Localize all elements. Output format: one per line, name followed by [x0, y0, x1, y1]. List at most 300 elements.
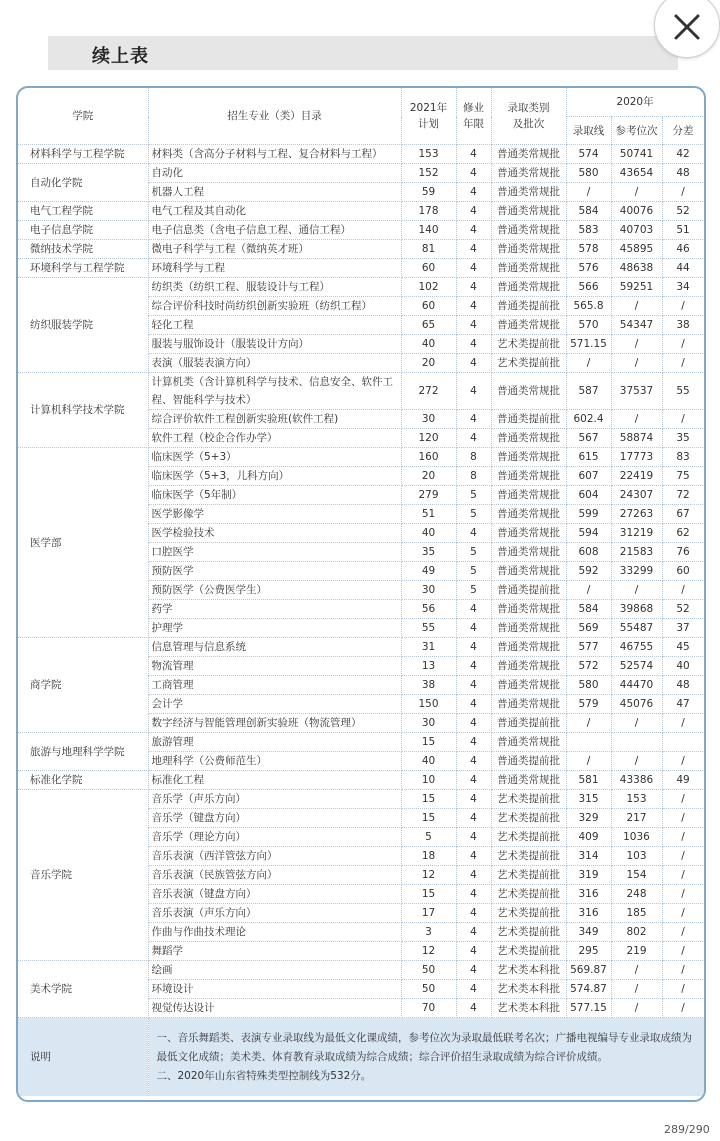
rank-cell: /	[611, 999, 662, 1018]
years-cell: 4	[456, 316, 491, 335]
rank-cell: 31219	[611, 524, 662, 543]
score-cell: 594	[566, 524, 611, 543]
notes-section	[18, 1018, 704, 1097]
rank-cell: 217	[611, 809, 662, 828]
major-cell: 绘画	[148, 961, 401, 980]
score-cell: 571.15	[566, 335, 611, 354]
college-cell: 电子信息学院	[18, 221, 148, 240]
college-cell: 音乐学院	[18, 790, 148, 961]
category-cell: 普通类常规批	[491, 429, 566, 448]
plan-cell: 12	[401, 866, 456, 885]
plan-cell: 150	[401, 695, 456, 714]
plan-cell: 35	[401, 543, 456, 562]
diff-cell: /	[662, 828, 704, 847]
rank-cell: /	[611, 297, 662, 316]
plan-cell: 18	[401, 847, 456, 866]
major-cell: 表演（服装表演方向）	[148, 354, 401, 373]
plan-cell: 70	[401, 999, 456, 1018]
rank-cell: 153	[611, 790, 662, 809]
rank-cell: 43654	[611, 164, 662, 183]
table-header-row	[18, 88, 704, 117]
page-number: 289/290	[664, 1123, 710, 1136]
diff-cell: 60	[662, 562, 704, 581]
diff-cell: 75	[662, 467, 704, 486]
major-cell: 环境科学与工程	[148, 259, 401, 278]
diff-cell: 37	[662, 619, 704, 638]
category-cell: 普通类常规批	[491, 562, 566, 581]
rank-cell: 22419	[611, 467, 662, 486]
notes-label: 说明	[18, 1018, 148, 1097]
rank-cell: 45076	[611, 695, 662, 714]
years-cell: 4	[456, 771, 491, 790]
plan-cell: 153	[401, 145, 456, 164]
notes-line-2: 二、2020年山东省特殊类型控制线为532分。	[156, 1069, 372, 1082]
rank-cell: 59251	[611, 278, 662, 297]
major-cell: 旅游管理	[148, 733, 401, 752]
years-cell: 5	[456, 581, 491, 600]
plan-cell: 30	[401, 581, 456, 600]
rank-cell: 248	[611, 885, 662, 904]
table-row	[18, 961, 704, 980]
major-cell: 医学影像学	[148, 505, 401, 524]
years-cell: 4	[456, 600, 491, 619]
plan-cell: 81	[401, 240, 456, 259]
years-cell: 8	[456, 448, 491, 467]
rank-cell: 54347	[611, 316, 662, 335]
header-years-line1: 修业	[463, 102, 484, 114]
major-cell: 临床医学（5年制）	[148, 486, 401, 505]
rank-cell: 44470	[611, 676, 662, 695]
rank-cell: 40076	[611, 202, 662, 221]
years-cell: 5	[456, 543, 491, 562]
plan-cell: 17	[401, 904, 456, 923]
rank-cell: 39868	[611, 600, 662, 619]
score-cell: 578	[566, 240, 611, 259]
header-years	[456, 88, 491, 145]
major-cell: 电子信息类（含电子信息工程、通信工程）	[148, 221, 401, 240]
college-cell: 纺织服装学院	[18, 278, 148, 373]
diff-cell: 62	[662, 524, 704, 543]
major-cell: 标准化工程	[148, 771, 401, 790]
rank-cell: 52574	[611, 657, 662, 676]
college-cell: 环境科学与工程学院	[18, 259, 148, 278]
category-cell: 普通类常规批	[491, 600, 566, 619]
header-diff: 分差	[662, 117, 704, 145]
major-cell: 工商管理	[148, 676, 401, 695]
score-cell: 569.87	[566, 961, 611, 980]
rank-cell: /	[611, 714, 662, 733]
major-cell: 计算机类（含计算机科学与技术、信息安全、软件工程、智能科学与技术）	[148, 373, 401, 410]
major-cell: 轻化工程	[148, 316, 401, 335]
plan-cell: 140	[401, 221, 456, 240]
score-cell: 316	[566, 885, 611, 904]
score-cell: /	[566, 183, 611, 202]
score-cell: 580	[566, 676, 611, 695]
major-cell: 医学检验技术	[148, 524, 401, 543]
score-cell: 566	[566, 278, 611, 297]
category-cell: 普通类提前批	[491, 752, 566, 771]
major-cell: 音乐表演（西洋管弦方向）	[148, 847, 401, 866]
rank-cell: 219	[611, 942, 662, 961]
diff-cell: 52	[662, 202, 704, 221]
years-cell: 5	[456, 562, 491, 581]
years-cell: 4	[456, 221, 491, 240]
years-cell: 4	[456, 733, 491, 752]
score-cell: 577	[566, 638, 611, 657]
score-cell: 565.8	[566, 297, 611, 316]
plan-cell: 3	[401, 923, 456, 942]
category-cell: 艺术类提前批	[491, 790, 566, 809]
category-cell: 艺术类提前批	[491, 885, 566, 904]
score-cell: 319	[566, 866, 611, 885]
score-cell: 615	[566, 448, 611, 467]
years-cell: 4	[456, 183, 491, 202]
rank-cell: /	[611, 335, 662, 354]
major-cell: 服装与服饰设计（服装设计方向）	[148, 335, 401, 354]
rank-cell: /	[611, 581, 662, 600]
table-row	[18, 259, 704, 278]
rank-cell: /	[611, 354, 662, 373]
plan-cell: 59	[401, 183, 456, 202]
diff-cell: 42	[662, 145, 704, 164]
score-cell: /	[566, 714, 611, 733]
category-cell: 艺术类本科批	[491, 961, 566, 980]
rank-cell: 40703	[611, 221, 662, 240]
category-cell: 艺术类提前批	[491, 923, 566, 942]
category-cell: 普通类常规批	[491, 695, 566, 714]
score-cell: 604	[566, 486, 611, 505]
category-cell: 普通类常规批	[491, 183, 566, 202]
header-category	[491, 88, 566, 145]
rank-cell: 46755	[611, 638, 662, 657]
rank-cell: /	[611, 410, 662, 429]
rank-cell: /	[611, 752, 662, 771]
rank-cell: /	[611, 961, 662, 980]
years-cell: 4	[456, 297, 491, 316]
score-cell: 329	[566, 809, 611, 828]
category-cell: 艺术类本科批	[491, 980, 566, 999]
diff-cell: /	[662, 354, 704, 373]
rank-cell: 37537	[611, 373, 662, 410]
table-row	[18, 790, 704, 809]
major-cell: 信息管理与信息系统	[148, 638, 401, 657]
plan-cell: 272	[401, 373, 456, 410]
years-cell: 4	[456, 847, 491, 866]
header-year2020: 2020年	[566, 88, 704, 117]
category-cell: 普通类常规批	[491, 202, 566, 221]
diff-cell: 35	[662, 429, 704, 448]
major-cell: 微电子科学与工程（微纳英才班）	[148, 240, 401, 259]
category-cell: 艺术类提前批	[491, 904, 566, 923]
college-cell: 材料科学与工程学院	[18, 145, 148, 164]
major-cell: 预防医学（公费医学生）	[148, 581, 401, 600]
major-cell: 自动化	[148, 164, 401, 183]
years-cell: 4	[456, 335, 491, 354]
years-cell: 4	[456, 354, 491, 373]
table-row	[18, 145, 704, 164]
category-cell: 普通类常规批	[491, 524, 566, 543]
plan-cell: 51	[401, 505, 456, 524]
category-cell: 艺术类提前批	[491, 847, 566, 866]
rank-cell: 50741	[611, 145, 662, 164]
diff-cell: 34	[662, 278, 704, 297]
plan-cell: 15	[401, 733, 456, 752]
header-category-line2: 及批次	[512, 118, 545, 130]
table-row	[18, 164, 704, 183]
category-cell: 普通类常规批	[491, 505, 566, 524]
college-cell: 计算机科学技术学院	[18, 373, 148, 448]
category-cell: 艺术类提前批	[491, 828, 566, 847]
diff-cell: 51	[662, 221, 704, 240]
major-cell: 视觉传达设计	[148, 999, 401, 1018]
score-cell: 409	[566, 828, 611, 847]
major-cell: 舞蹈学	[148, 942, 401, 961]
years-cell: 4	[456, 429, 491, 448]
category-cell: 普通类常规批	[491, 467, 566, 486]
major-cell: 会计学	[148, 695, 401, 714]
diff-cell: 55	[662, 373, 704, 410]
major-cell: 软件工程（校企合作办学）	[148, 429, 401, 448]
years-cell: 4	[456, 904, 491, 923]
table-body	[18, 145, 704, 1018]
rank-cell: 103	[611, 847, 662, 866]
score-cell: 602.4	[566, 410, 611, 429]
diff-cell: 67	[662, 505, 704, 524]
major-cell: 综合评价科技时尚纺织创新实验班（纺织工程）	[148, 297, 401, 316]
score-cell: 569	[566, 619, 611, 638]
years-cell: 4	[456, 923, 491, 942]
years-cell: 4	[456, 695, 491, 714]
score-cell: 587	[566, 373, 611, 410]
major-cell: 临床医学（5+3）	[148, 448, 401, 467]
score-cell: 574	[566, 145, 611, 164]
category-cell: 艺术类提前批	[491, 354, 566, 373]
years-cell: 4	[456, 202, 491, 221]
plan-cell: 178	[401, 202, 456, 221]
major-cell: 护理学	[148, 619, 401, 638]
score-cell: 576	[566, 259, 611, 278]
header-score: 录取线	[566, 117, 611, 145]
plan-cell: 15	[401, 885, 456, 904]
header-years-line2: 年限	[463, 118, 484, 130]
category-cell: 普通类常规批	[491, 543, 566, 562]
college-cell: 微纳技术学院	[18, 240, 148, 259]
major-cell: 电气工程及其自动化	[148, 202, 401, 221]
years-cell: 4	[456, 524, 491, 543]
diff-cell: /	[662, 961, 704, 980]
table-row	[18, 638, 704, 657]
rank-cell: 27263	[611, 505, 662, 524]
category-cell: 普通类常规批	[491, 448, 566, 467]
major-cell: 音乐表演（民族管弦方向）	[148, 866, 401, 885]
score-cell: 577.15	[566, 999, 611, 1018]
header-rank: 参考位次	[611, 117, 662, 145]
diff-cell	[662, 733, 704, 752]
admission-table	[18, 88, 705, 1096]
plan-cell: 279	[401, 486, 456, 505]
category-cell: 普通类常规批	[491, 316, 566, 335]
rank-cell: 24307	[611, 486, 662, 505]
diff-cell: 76	[662, 543, 704, 562]
years-cell: 4	[456, 657, 491, 676]
plan-cell: 102	[401, 278, 456, 297]
diff-cell: /	[662, 335, 704, 354]
category-cell: 艺术类本科批	[491, 999, 566, 1018]
score-cell: /	[566, 581, 611, 600]
plan-cell: 65	[401, 316, 456, 335]
years-cell: 4	[456, 828, 491, 847]
diff-cell: /	[662, 885, 704, 904]
rank-cell: 43386	[611, 771, 662, 790]
years-cell: 4	[456, 961, 491, 980]
score-cell: /	[566, 752, 611, 771]
major-cell: 音乐表演（键盘方向）	[148, 885, 401, 904]
score-cell	[566, 733, 611, 752]
score-cell: 584	[566, 202, 611, 221]
diff-cell: 52	[662, 600, 704, 619]
plan-cell: 13	[401, 657, 456, 676]
notes-line-1: 一、音乐舞蹈类、表演专业录取线为最低文化课成绩，参考位次为录取最低联考名次；广播电视编导专业录取成绩为最低文化成绩；美术类、体育教育录取成绩为综合成绩；综合评价招生录取成绩为综合评价成绩。	[156, 1031, 692, 1063]
table-row	[18, 448, 704, 467]
table-row	[18, 733, 704, 752]
college-cell: 旅游与地理科学学院	[18, 733, 148, 771]
plan-cell: 55	[401, 619, 456, 638]
category-cell: 艺术类提前批	[491, 809, 566, 828]
category-cell: 普通类常规批	[491, 240, 566, 259]
years-cell: 4	[456, 145, 491, 164]
admission-table-frame	[16, 86, 706, 1102]
category-cell: 普通类提前批	[491, 714, 566, 733]
years-cell: 4	[456, 790, 491, 809]
diff-cell: /	[662, 714, 704, 733]
table-row	[18, 221, 704, 240]
years-cell: 5	[456, 486, 491, 505]
score-cell: 607	[566, 467, 611, 486]
college-cell: 医学部	[18, 448, 148, 638]
diff-cell: 44	[662, 259, 704, 278]
page-title: 续上表	[92, 46, 149, 67]
college-cell: 商学院	[18, 638, 148, 733]
score-cell: 580	[566, 164, 611, 183]
score-cell: 315	[566, 790, 611, 809]
plan-cell: 30	[401, 410, 456, 429]
score-cell: 316	[566, 904, 611, 923]
diff-cell: /	[662, 904, 704, 923]
years-cell: 4	[456, 373, 491, 410]
major-cell: 作曲与作曲技术理论	[148, 923, 401, 942]
plan-cell: 50	[401, 980, 456, 999]
category-cell: 普通类常规批	[491, 771, 566, 790]
notes-text	[148, 1018, 704, 1097]
close-button[interactable]	[654, 0, 720, 58]
years-cell: 4	[456, 259, 491, 278]
diff-cell: /	[662, 581, 704, 600]
rank-cell: 154	[611, 866, 662, 885]
category-cell: 普通类常规批	[491, 486, 566, 505]
score-cell: 349	[566, 923, 611, 942]
diff-cell: /	[662, 866, 704, 885]
rank-cell: 1036	[611, 828, 662, 847]
plan-cell: 40	[401, 335, 456, 354]
category-cell: 普通类常规批	[491, 221, 566, 240]
plan-cell: 31	[401, 638, 456, 657]
major-cell: 物流管理	[148, 657, 401, 676]
plan-cell: 38	[401, 676, 456, 695]
score-cell: 584	[566, 600, 611, 619]
years-cell: 4	[456, 999, 491, 1018]
years-cell: 4	[456, 980, 491, 999]
plan-cell: 50	[401, 961, 456, 980]
score-cell: 572	[566, 657, 611, 676]
college-cell: 美术学院	[18, 961, 148, 1018]
diff-cell: 48	[662, 164, 704, 183]
category-cell: 普通类常规批	[491, 164, 566, 183]
diff-cell: /	[662, 183, 704, 202]
plan-cell: 152	[401, 164, 456, 183]
category-cell: 艺术类提前批	[491, 942, 566, 961]
college-cell: 标准化学院	[18, 771, 148, 790]
plan-cell: 40	[401, 524, 456, 543]
rank-cell: /	[611, 183, 662, 202]
score-cell: 567	[566, 429, 611, 448]
category-cell: 普通类常规批	[491, 676, 566, 695]
diff-cell: /	[662, 980, 704, 999]
rank-cell: 45895	[611, 240, 662, 259]
diff-cell: /	[662, 923, 704, 942]
rank-cell: 17773	[611, 448, 662, 467]
major-cell: 环境设计	[148, 980, 401, 999]
years-cell: 4	[456, 410, 491, 429]
diff-cell: /	[662, 999, 704, 1018]
college-cell: 电气工程学院	[18, 202, 148, 221]
major-cell: 音乐学（理论方向）	[148, 828, 401, 847]
plan-cell: 120	[401, 429, 456, 448]
major-cell: 音乐表演（声乐方向）	[148, 904, 401, 923]
header-plan-line2: 计划	[418, 118, 439, 130]
plan-cell: 40	[401, 752, 456, 771]
major-cell: 音乐学（声乐方向）	[148, 790, 401, 809]
header-plan	[401, 88, 456, 145]
header-category-line1: 录取类别	[507, 102, 550, 114]
rank-cell: 58874	[611, 429, 662, 448]
diff-cell: /	[662, 809, 704, 828]
category-cell: 普通类常规批	[491, 638, 566, 657]
category-cell: 普通类常规批	[491, 145, 566, 164]
rank-cell: 802	[611, 923, 662, 942]
close-icon	[673, 13, 701, 41]
diff-cell: /	[662, 297, 704, 316]
notes-row	[18, 1018, 704, 1097]
years-cell: 4	[456, 752, 491, 771]
table-row	[18, 771, 704, 790]
diff-cell: 38	[662, 316, 704, 335]
score-cell: 599	[566, 505, 611, 524]
plan-cell: 49	[401, 562, 456, 581]
category-cell: 艺术类提前批	[491, 335, 566, 354]
category-cell: 普通类提前批	[491, 410, 566, 429]
plan-cell: 15	[401, 809, 456, 828]
score-cell: 574.87	[566, 980, 611, 999]
major-cell: 地理科学（公费师范生）	[148, 752, 401, 771]
years-cell: 4	[456, 278, 491, 297]
major-cell: 数字经济与智能管理创新实验班（物流管理）	[148, 714, 401, 733]
diff-cell: 46	[662, 240, 704, 259]
diff-cell: 48	[662, 676, 704, 695]
college-cell: 自动化学院	[18, 164, 148, 202]
diff-cell: 49	[662, 771, 704, 790]
category-cell: 普通类提前批	[491, 297, 566, 316]
years-cell: 4	[456, 714, 491, 733]
